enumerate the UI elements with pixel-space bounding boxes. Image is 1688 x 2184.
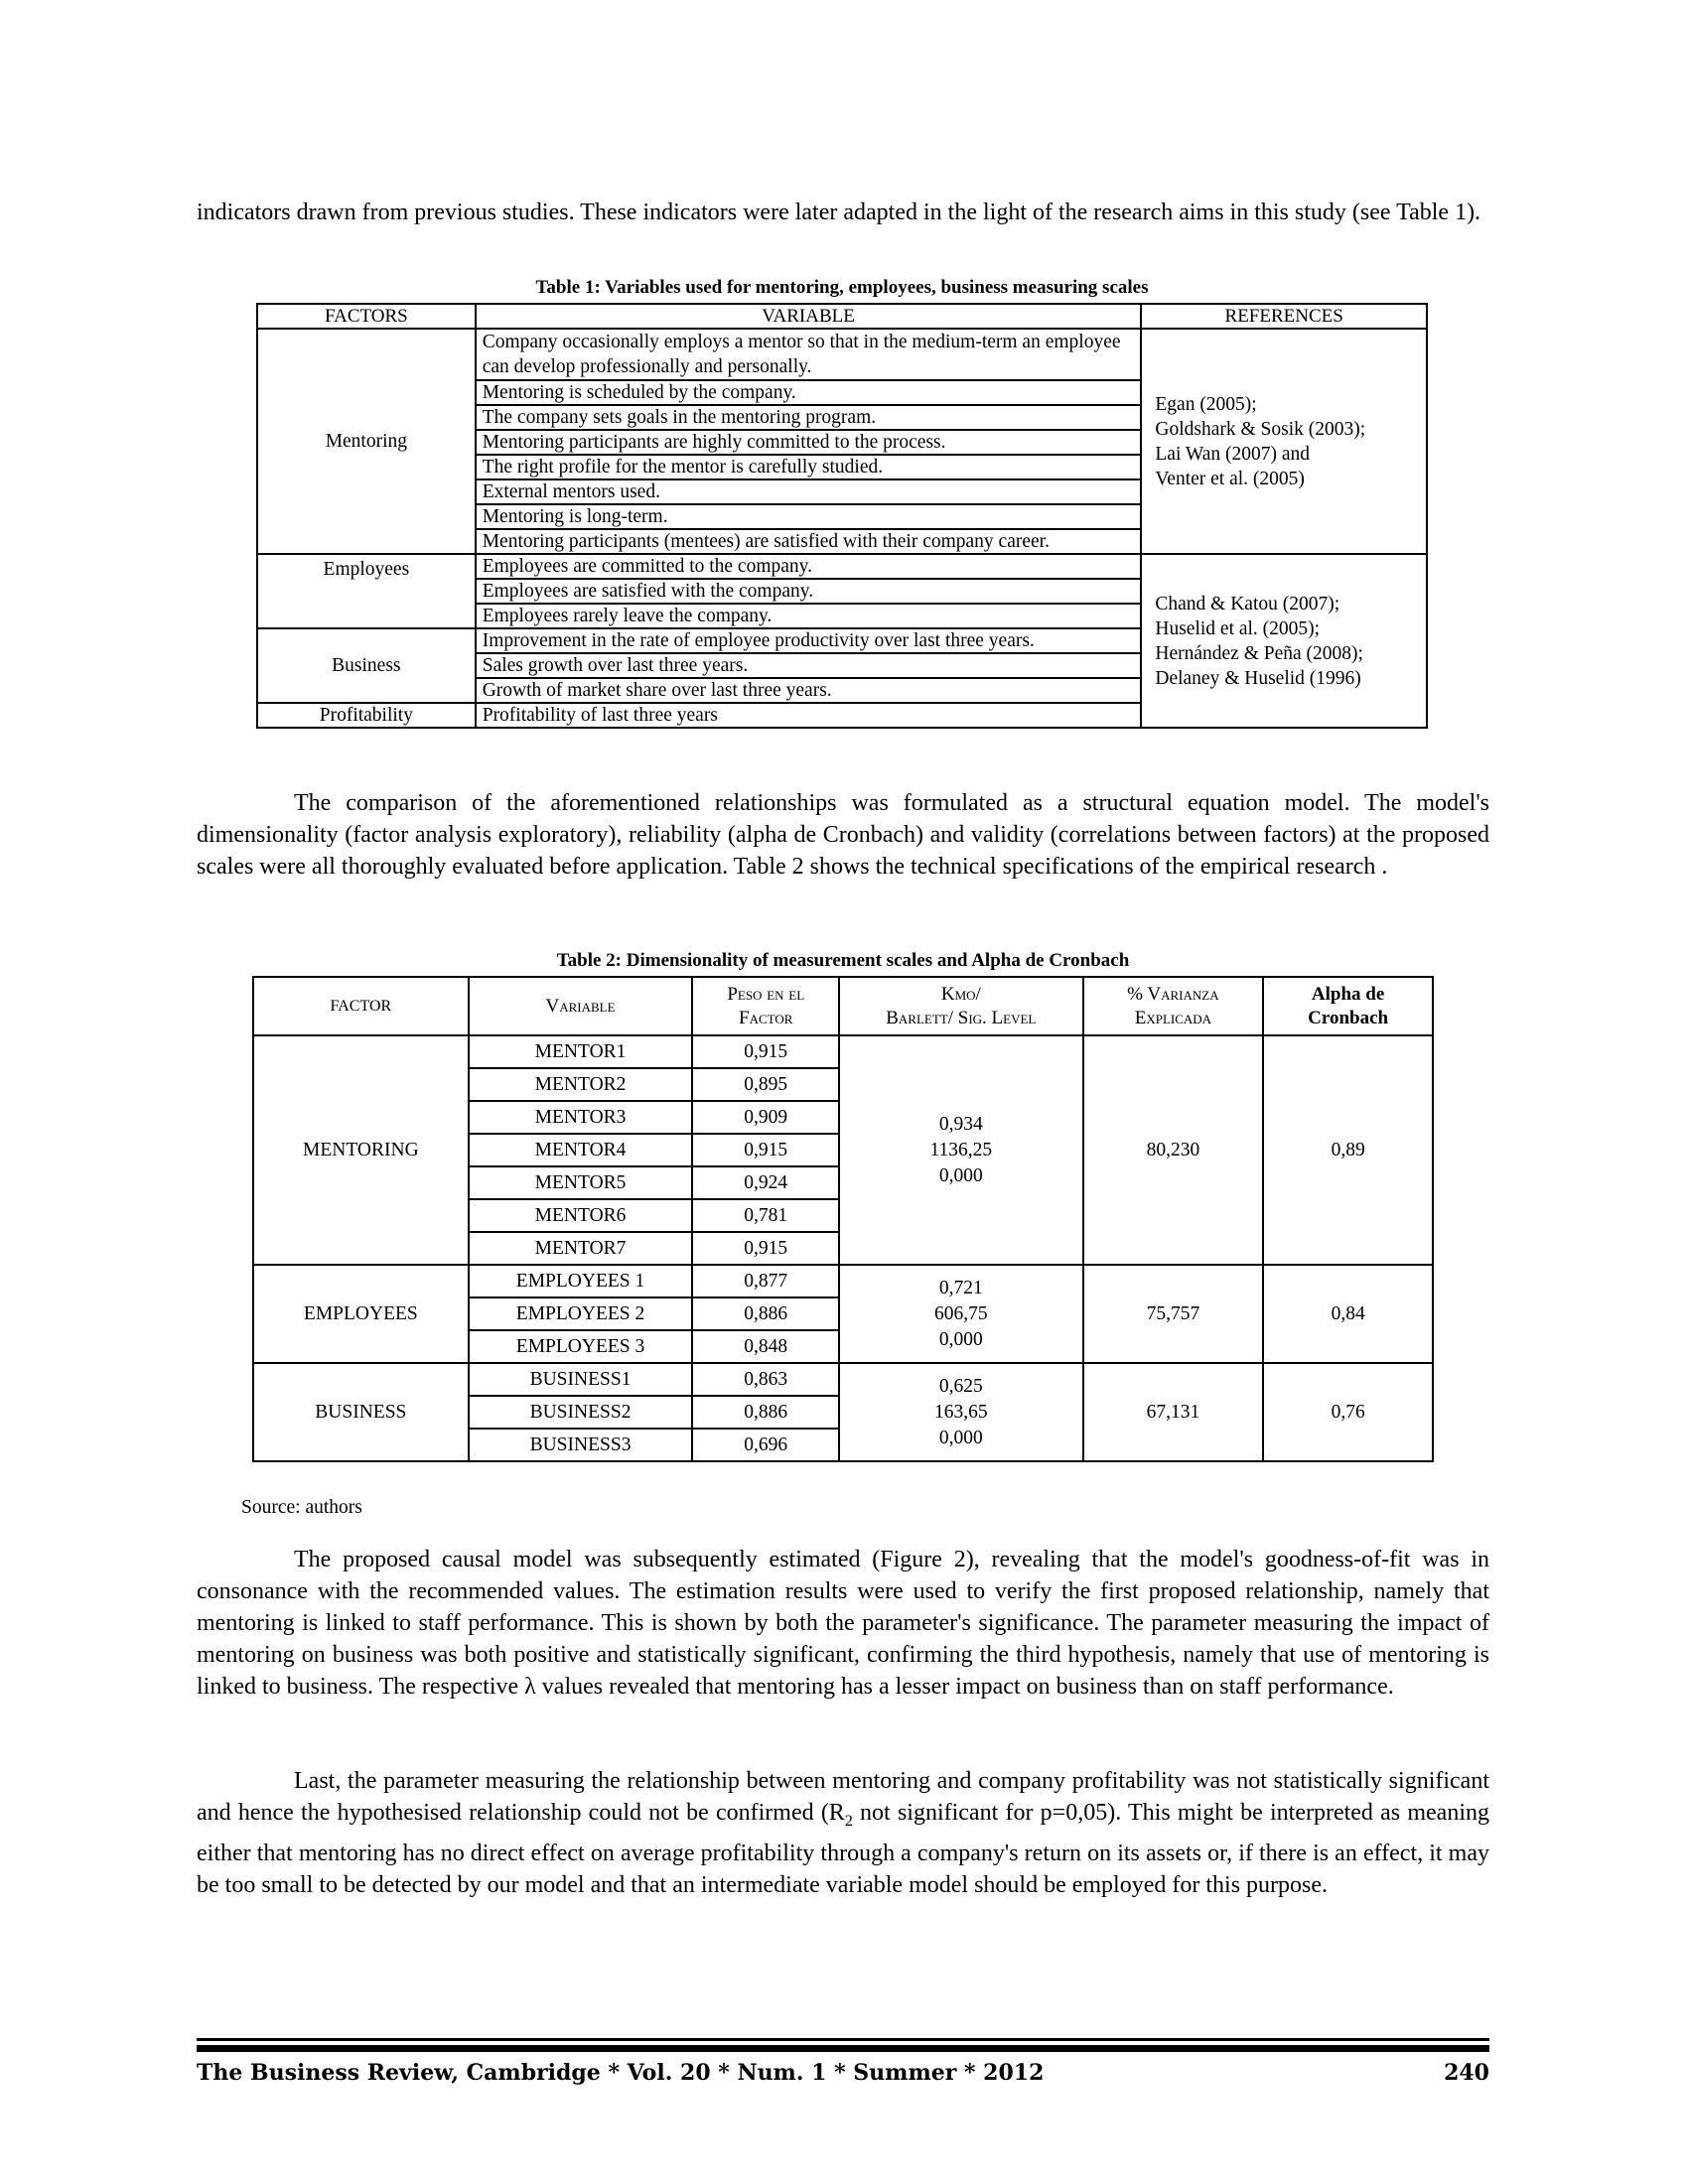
weight-cell: 0,915 xyxy=(692,1232,839,1265)
barlett-value: 163,65 xyxy=(934,1401,988,1423)
variable-cell: MENTOR3 xyxy=(469,1101,693,1134)
barlett-value: 606,75 xyxy=(934,1302,988,1324)
table1-header-variable: VARIABLE xyxy=(476,304,1142,329)
paragraph-3: The proposed causal model was subsequently estimated (Figure 2), revealing that the model's goodness-of-fit was in consonance with the recommended values. The estimation results were used to verify the first proposed relationship, namely that mentoring is linked to staff performance. This is shown by both the parameter's significance. The parameter measuring the impact of mentoring on business was both positive and statistically significant, confirming the third hypothesis, namely that use of mentoring is linked to business. The respective λ values revealed that mentoring has a lesser impact on business than on staff performance. xyxy=(197,1547,1489,1700)
weight-cell: 0,895 xyxy=(692,1068,839,1101)
weight-cell: 0,909 xyxy=(692,1101,839,1134)
table2-caption: Table 2: Dimensionality of measurement scales and Alpha de Cronbach xyxy=(556,950,1130,971)
sig-level-value: 0,000 xyxy=(938,1427,983,1448)
weight-cell: 0,781 xyxy=(692,1199,839,1232)
table2-header-kmo: Kmo/ Barlett/ Sig. Level xyxy=(839,977,1082,1035)
journal-citation: The Business Review, Cambridge * Vol. 20 * Num. 1 * Summer * 2012 xyxy=(197,2060,1045,2086)
table1-caption: Table 1: Variables used for mentoring, employees, business measuring scales xyxy=(535,277,1149,298)
weight-cell: 0,886 xyxy=(692,1396,839,1429)
table2 xyxy=(252,976,1434,1462)
varianza-cell: 75,757 xyxy=(1083,1265,1264,1363)
factor-profitability: Profitability xyxy=(257,703,476,728)
variable-cell: BUSINESS1 xyxy=(469,1363,693,1396)
variable-cell: Mentoring is long-term. xyxy=(476,504,1142,529)
alpha-cell: 0,84 xyxy=(1263,1265,1433,1363)
sig-level-value: 0,000 xyxy=(938,1328,983,1350)
paragraph-4-section xyxy=(197,1765,1489,1901)
table-row xyxy=(253,1035,1433,1068)
table1-header-factors: FACTORS xyxy=(257,304,476,329)
weight-cell: 0,848 xyxy=(692,1330,839,1363)
table2-header-variable: Variable xyxy=(469,977,693,1035)
kmo-value: 0,625 xyxy=(938,1375,983,1397)
footer-rule-thin xyxy=(197,2038,1489,2041)
variable-cell: MENTOR7 xyxy=(469,1232,693,1265)
kmo-value: 0,721 xyxy=(938,1277,983,1298)
variable-cell: Sales growth over last three years. xyxy=(476,653,1142,678)
variable-cell: Improvement in the rate of employee productivity over last three years. xyxy=(476,628,1142,653)
barlett-value: 1136,25 xyxy=(929,1139,993,1160)
page-footer xyxy=(197,2060,1489,2086)
alpha-cell: 0,76 xyxy=(1263,1363,1433,1461)
variable-cell: Company occasionally employs a mentor so that in the medium-term an employee can develop professionally and personally. xyxy=(476,329,1142,380)
variable-cell: The right profile for the mentor is carefully studied. xyxy=(476,455,1142,479)
table2-source: Source: authors xyxy=(241,1497,362,1518)
kmo-value: 0,934 xyxy=(938,1113,983,1135)
reference-line: Huselid et al. (2005); xyxy=(1155,617,1321,639)
intro-paragraph: indicators drawn from previous studies. These indicators were later adapted in the light of the research aims in this study (see Table 1). xyxy=(197,200,1481,225)
table-row xyxy=(257,329,1427,380)
table2-header-varianza: % Varianza Explicada xyxy=(1083,977,1264,1035)
reference-line: Hernández & Peña (2008); xyxy=(1155,642,1363,664)
reference-line: Venter et al. (2005) xyxy=(1155,468,1305,489)
references-other xyxy=(1141,554,1427,728)
factor-business: Business xyxy=(257,628,476,703)
kmo-cell xyxy=(839,1363,1082,1461)
table1-header-row xyxy=(257,304,1427,329)
alpha-cell: 0,89 xyxy=(1263,1035,1433,1265)
page-number: 240 xyxy=(1444,2060,1489,2086)
paragraph-4-part-a: Last, the parameter measuring the relationship between mentoring and company profitability was not statistically significant and hence the hypothesised relationship could not be confirmed (R xyxy=(197,1768,1489,1826)
variable-cell: Profitability of last three years xyxy=(476,703,1142,728)
variable-cell: Employees are satisfied with the company. xyxy=(476,579,1142,604)
paragraph-4 xyxy=(197,1765,1489,1901)
table2-header-row xyxy=(253,977,1433,1035)
table1-header-references: REFERENCES xyxy=(1141,304,1427,329)
weight-cell: 0,877 xyxy=(692,1265,839,1297)
reference-line: Chand & Katou (2007); xyxy=(1155,593,1340,614)
variable-cell: External mentors used. xyxy=(476,479,1142,504)
variable-cell: Employees are committed to the company. xyxy=(476,554,1142,579)
variable-cell: Growth of market share over last three years. xyxy=(476,678,1142,703)
footer-rule-thick xyxy=(197,2045,1489,2052)
table2-header-factor: FACTOR xyxy=(253,977,469,1035)
paragraph-2: The comparison of the aforementioned relationships was formulated as a structural equation model. The model's dimensionality (factor analysis exploratory), reliability (alpha de Cronbach) and validity (correlations between factors) at the proposed scales were all thoroughly evaluated before application. Table 2 shows the technical specifications of the empirical research . xyxy=(197,790,1489,880)
variable-cell: EMPLOYEES 2 xyxy=(469,1297,693,1330)
variable-cell: MENTOR4 xyxy=(469,1134,693,1166)
variable-cell: MENTOR2 xyxy=(469,1068,693,1101)
variable-cell: BUSINESS3 xyxy=(469,1429,693,1461)
paragraph-4-subscript: 2 xyxy=(844,1812,853,1830)
weight-cell: 0,886 xyxy=(692,1297,839,1330)
factor-cell: MENTORING xyxy=(253,1035,469,1265)
varianza-cell: 67,131 xyxy=(1083,1363,1264,1461)
reference-line: Egan (2005); xyxy=(1155,393,1257,415)
weight-cell: 0,924 xyxy=(692,1166,839,1199)
table2-header-peso: Peso en el Factor xyxy=(692,977,839,1035)
variable-cell: Mentoring participants are highly committed to the process. xyxy=(476,430,1142,455)
weight-cell: 0,696 xyxy=(692,1429,839,1461)
variable-cell: Mentoring participants (mentees) are satisfied with their company career. xyxy=(476,529,1142,554)
variable-cell: BUSINESS2 xyxy=(469,1396,693,1429)
variable-cell: Mentoring is scheduled by the company. xyxy=(476,380,1142,405)
table1 xyxy=(256,303,1428,729)
variable-cell: EMPLOYEES 1 xyxy=(469,1265,693,1297)
variable-cell: MENTOR6 xyxy=(469,1199,693,1232)
factor-cell: BUSINESS xyxy=(253,1363,469,1461)
table-row xyxy=(253,1265,1433,1297)
varianza-cell: 80,230 xyxy=(1083,1035,1264,1265)
factor-mentoring: Mentoring xyxy=(257,329,476,554)
table-row xyxy=(257,554,1427,579)
paragraph-2-section xyxy=(197,787,1489,883)
kmo-cell xyxy=(839,1265,1082,1363)
variable-cell: MENTOR5 xyxy=(469,1166,693,1199)
references-mentoring xyxy=(1141,329,1427,554)
factor-cell: EMPLOYEES xyxy=(253,1265,469,1363)
weight-cell: 0,915 xyxy=(692,1035,839,1068)
factor-employees: Employees xyxy=(257,554,476,628)
sig-level-value: 0,000 xyxy=(938,1164,983,1186)
kmo-cell xyxy=(839,1035,1082,1265)
paragraph-3-section xyxy=(197,1544,1489,1703)
variable-cell: MENTOR1 xyxy=(469,1035,693,1068)
weight-cell: 0,863 xyxy=(692,1363,839,1396)
variable-cell: The company sets goals in the mentoring program. xyxy=(476,405,1142,430)
reference-line: Goldshark & Sosik (2003); xyxy=(1155,418,1366,440)
variable-cell: Employees rarely leave the company. xyxy=(476,604,1142,628)
reference-line: Delaney & Huselid (1996) xyxy=(1155,667,1361,689)
reference-line: Lai Wan (2007) and xyxy=(1155,443,1311,465)
paragraph-4-part-b: not significant for p=0,05). This might be interpreted as meaning either that mentoring has no direct effect on average profitability through a company's return on its assets or, if there is an effect, it may be too small to be detected by our model and that an intermediate variable model should be employed for this purpose. xyxy=(197,1800,1489,1898)
weight-cell: 0,915 xyxy=(692,1134,839,1166)
intro-section xyxy=(197,197,1489,228)
variable-cell: EMPLOYEES 3 xyxy=(469,1330,693,1363)
table-row xyxy=(253,1363,1433,1396)
table2-header-alpha: Alpha de Cronbach xyxy=(1263,977,1433,1035)
